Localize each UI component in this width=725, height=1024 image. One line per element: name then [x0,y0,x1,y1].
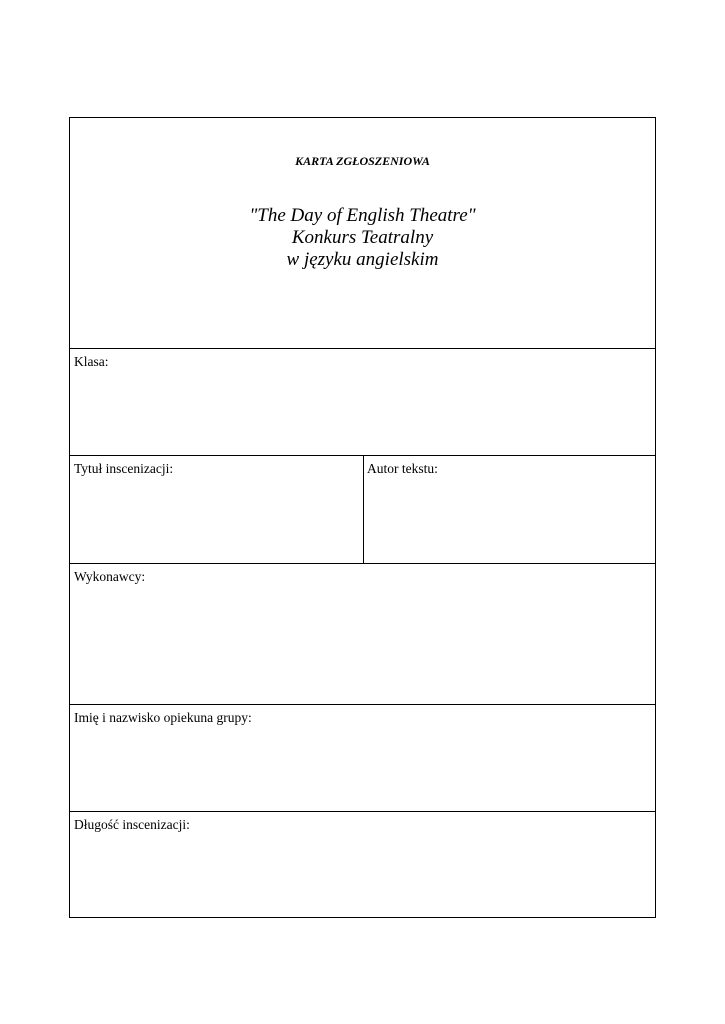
field-label-autor: Autor tekstu: [367,461,438,476]
field-row-title-author [70,456,655,564]
cell-divider [363,456,364,563]
field-opiekun[interactable] [70,705,655,812]
field-dlugosc[interactable] [70,812,655,917]
field-label-tytul: Tytuł inscenizacji: [74,461,174,476]
contest-title [70,205,655,271]
field-label-klasa: Klasa: [74,354,109,369]
field-wykonawcy[interactable] [70,564,655,705]
field-label-opiekun: Imię i nazwisko opiekuna grupy: [74,710,252,725]
contest-title-line: w języku angielskim [286,249,439,270]
field-klasa[interactable] [70,349,655,456]
contest-title-line: Konkurs Teatralny [291,227,434,248]
form-heading: KARTA ZGŁOSZENIOWA [295,154,430,168]
form-header-cell [70,118,655,349]
field-label-dlugosc: Długość inscenizacji: [74,817,190,832]
field-label-wykonawcy: Wykonawcy: [74,569,146,584]
contest-title-line: "The Day of English Theatre" [249,205,476,226]
entry-form-table [69,117,656,918]
